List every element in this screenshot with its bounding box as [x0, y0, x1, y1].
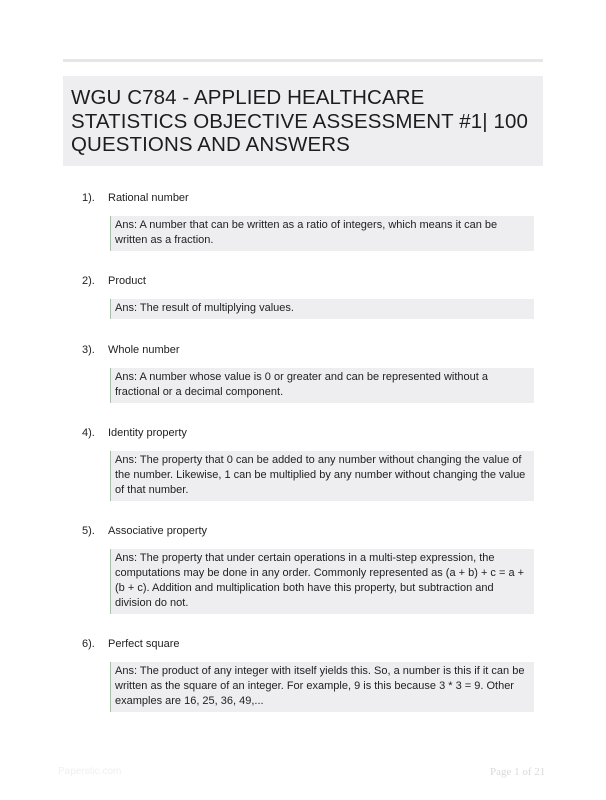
answer-box: Ans: The result of multiplying values.	[110, 299, 534, 319]
answer-box: Ans: The property that 0 can be added to any number without changing the value of the number. Likewise, 1 can be multiplied by any number without changing the value of that number.	[110, 451, 534, 501]
title-banner	[63, 76, 543, 166]
footer-watermark: Paperstic.com	[58, 766, 122, 777]
answer-box: Ans: A number whose value is 0 or greater and can be represented without a fractional or a decimal component.	[110, 368, 534, 403]
question-number: 1).	[82, 192, 95, 204]
answer-box: Ans: A number that can be written as a ratio of integers, which means it can be written as a fraction.	[110, 216, 534, 251]
question-number: 6).	[82, 638, 95, 650]
question-term: Whole number	[108, 344, 180, 356]
answer-box: Ans: The product of any integer with itself yields this. So, a number is this if it can be written as the square of an integer. For example, 9 is this because 3 * 3 = 9. Other examples are 16, 25, 36, 49,...	[110, 662, 534, 712]
document-title: WGU C784 - APPLIED HEALTHCARE STATISTICS OBJECTIVE ASSESSMENT #1| 100 QUESTIONS AND ANSWERS	[71, 86, 528, 156]
question-term: Associative property	[108, 525, 208, 537]
question-number: 2).	[82, 275, 95, 287]
question-number: 4).	[82, 427, 95, 439]
question-term: Identity property	[108, 427, 187, 439]
top-divider	[63, 59, 543, 62]
question-number: 5).	[82, 525, 95, 537]
question-term: Rational number	[108, 192, 189, 204]
question-term: Product	[108, 275, 146, 287]
answer-box: Ans: The property that under certain operations in a multi-step expression, the computations may be done in any order. Commonly represented as (a + b) + c = a + (b + c). Addition and multiplication both have this property, but subtraction and division do not.	[110, 549, 534, 614]
page-number: Page 1 of 21	[490, 766, 546, 778]
question-number: 3).	[82, 344, 95, 356]
question-term: Perfect square	[108, 638, 180, 650]
